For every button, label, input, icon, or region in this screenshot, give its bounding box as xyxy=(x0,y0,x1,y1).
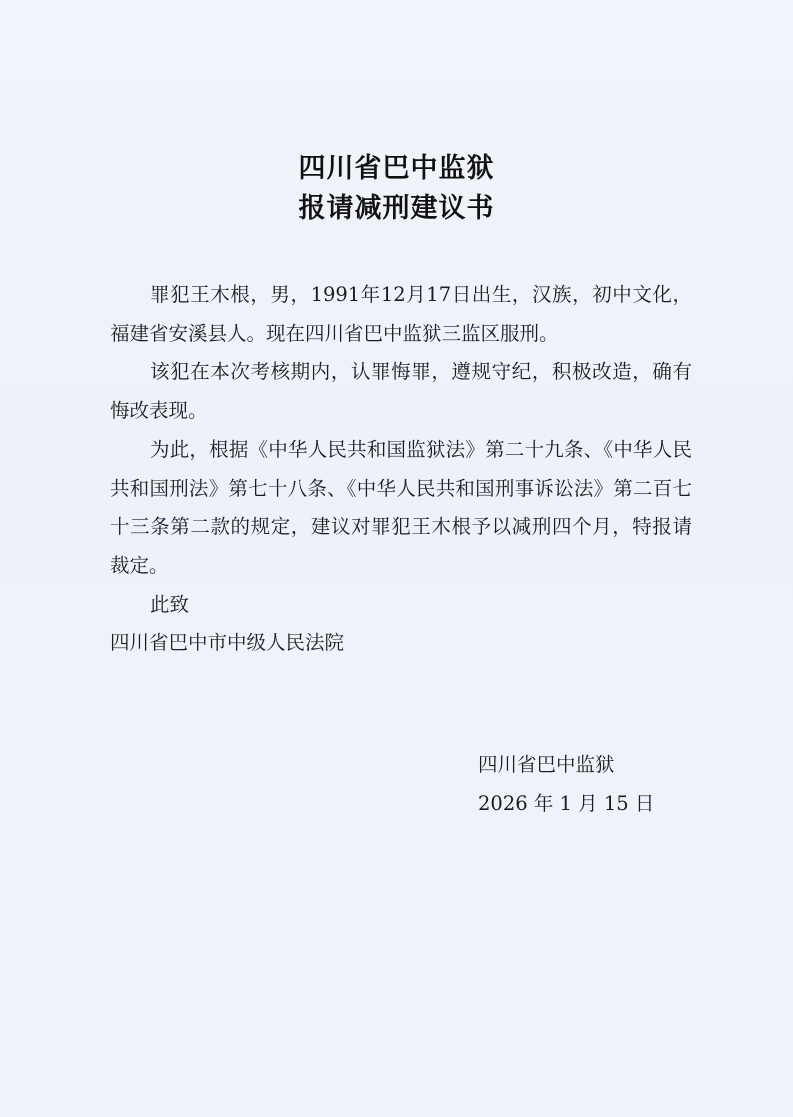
paragraph-recommendation: 为此，根据《中华人民共和国监狱法》第二十九条、《中华人民共和国刑法》第七十八条、《中华人民共和国刑事诉讼法》第二百七十三条第二款的规定，建议对罪犯王木根予以减刑四个月，特报请裁定。 xyxy=(110,437,692,577)
paragraph-inmate-info: 罪犯王木根，男，1991年12月17日出生，汉族，初中文化，福建省安溪县人。现在四川省巴中监狱三监区服刑。 xyxy=(110,283,692,345)
paragraph-performance: 该犯在本次考核期内，认罪悔罪，遵规守纪，积极改造，确有悔改表现。 xyxy=(110,360,692,423)
signature-org: 四川省巴中监狱 xyxy=(478,753,615,776)
document-title-line1: 四川省巴中监狱 xyxy=(298,153,495,184)
paragraph-salutation: 此致 xyxy=(150,592,190,616)
document-body xyxy=(110,276,692,663)
signature-date: 2026 年 1 月 15 日 xyxy=(478,791,655,815)
signature-block xyxy=(478,746,654,823)
document-title-line2: 报请减刑建议书 xyxy=(298,193,495,224)
addressee: 四川省巴中市中级人民法院 xyxy=(110,631,345,655)
